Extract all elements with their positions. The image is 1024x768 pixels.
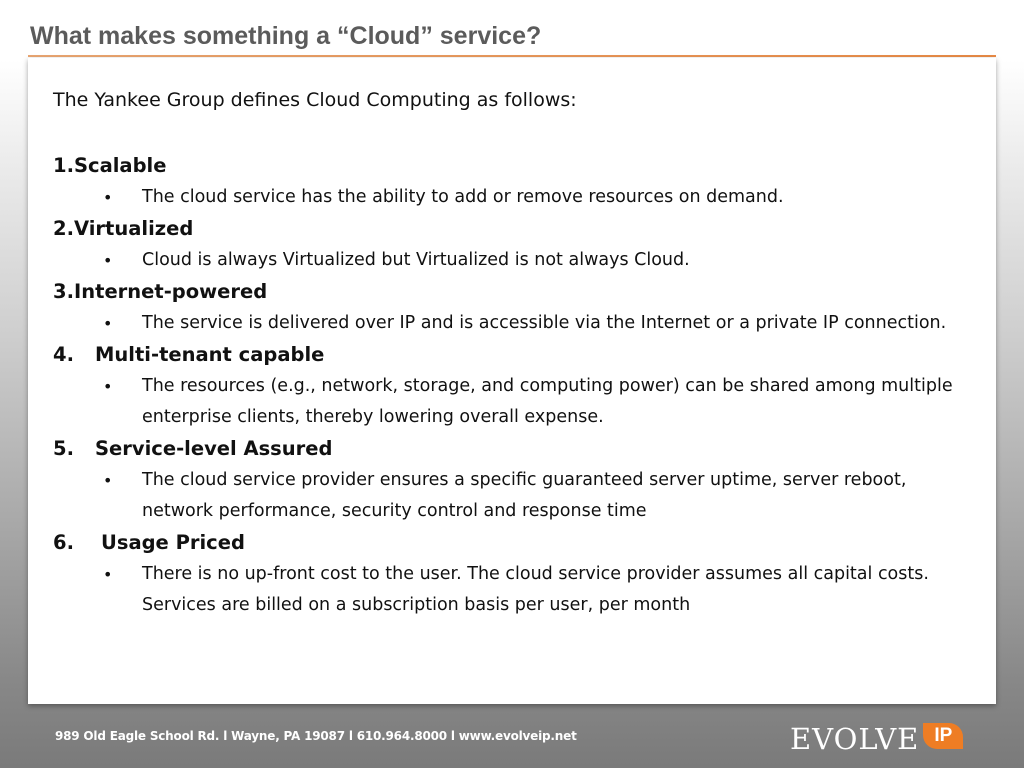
criterion-scalable: [53, 150, 972, 213]
criterion-number: 5.: [53, 437, 74, 460]
bullet-dot-icon: •: [103, 251, 113, 270]
bullet-item: [53, 559, 972, 621]
criterion-heading: [53, 150, 972, 182]
criterion-heading: [53, 276, 972, 308]
bullet-dot-icon: •: [103, 471, 113, 490]
intro-text: The Yankee Group defines Cloud Computing as follows:: [53, 89, 577, 111]
bullet-text: There is no up-front cost to the user. The cloud service provider assumes all capital costs. Services are billed on a subscription basis per user, per month: [142, 564, 929, 615]
bullet-item: [53, 245, 972, 276]
footer-address: 989 Old Eagle School Rd. l Wayne, PA 19087 l 610.964.8000 l www.evolveip.net: [55, 729, 577, 743]
slide-title: What makes something a “Cloud” service?: [30, 22, 542, 50]
criterion-label: Usage Priced: [101, 531, 245, 554]
bullet-item: [53, 465, 972, 527]
criterion-internet-powered: [53, 276, 972, 339]
criterion-number: 2.: [53, 217, 74, 240]
criterion-number: 6.: [53, 531, 74, 554]
bullet-text: The cloud service provider ensures a specific guaranteed server uptime, server reboot, network performance, security control and response time: [142, 470, 907, 521]
bullet-dot-icon: •: [103, 565, 113, 584]
criterion-heading: [53, 527, 972, 559]
criterion-label: Internet-powered: [73, 280, 268, 303]
criterion-heading: [53, 433, 972, 465]
bullet-item: [53, 182, 972, 213]
criterion-usage-priced: [53, 527, 972, 621]
criterion-multi-tenant: [53, 339, 972, 433]
bullet-dot-icon: •: [103, 377, 113, 396]
criterion-virtualized: [53, 213, 972, 276]
criterion-heading: [53, 213, 972, 245]
criterion-label: Service-level Assured: [95, 437, 333, 460]
bullet-text: Cloud is always Virtualized but Virtualized is not always Cloud.: [142, 250, 690, 270]
criterion-label: Virtualized: [73, 217, 194, 240]
bullet-text: The resources (e.g., network, storage, and computing power) can be shared among multiple enterprise clients, thereby lowering overall expense.: [142, 376, 953, 427]
criterion-heading: [53, 339, 972, 371]
criterion-number: 3.: [53, 280, 74, 303]
logo-badge-icon: IP: [923, 723, 963, 749]
content-panel: [28, 58, 996, 704]
bullet-text: The service is delivered over IP and is accessible via the Internet or a private IP connection.: [142, 313, 947, 333]
criterion-service-level: [53, 433, 972, 527]
bullet-item: [53, 371, 972, 433]
bullet-item: [53, 308, 972, 339]
bullet-dot-icon: •: [103, 188, 113, 207]
criterion-number: 1.: [53, 154, 74, 177]
logo-wordmark: EVOLVE: [790, 722, 920, 756]
criterion-number: 4.: [53, 343, 74, 366]
criterion-label: Multi-tenant capable: [95, 343, 325, 366]
title-divider: [28, 55, 996, 57]
bullet-dot-icon: •: [103, 314, 113, 333]
bullet-text: The cloud service has the ability to add or remove resources on demand.: [142, 187, 784, 207]
evolve-ip-logo: [790, 719, 963, 759]
criterion-label: Scalable: [73, 154, 167, 177]
